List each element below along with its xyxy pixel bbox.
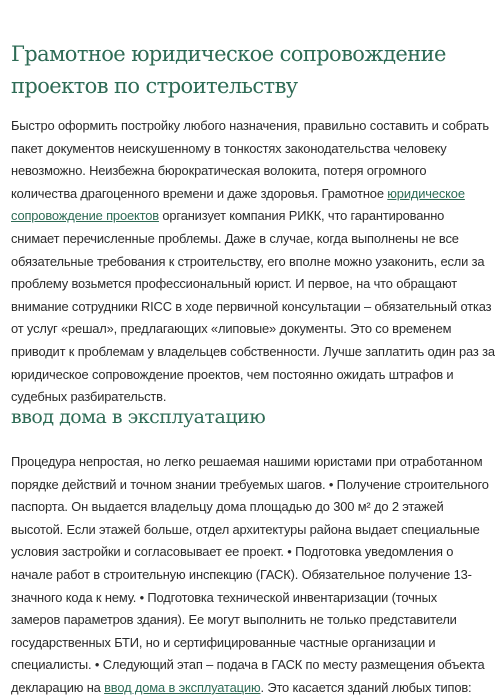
article-title-line-1: Грамотное юридическое сопровождение bbox=[11, 42, 446, 66]
article-title bbox=[11, 38, 481, 102]
intro-line-2: пакет документов неискушенному в тонкостях законодательства человеку bbox=[11, 140, 447, 156]
intro-line-12: юридическое сопровождение проектов, чем постоянно ожидать штрафов и bbox=[11, 366, 454, 382]
section-line-5: условия застройки и согласовывает ее проект. • Подготовка уведомления о bbox=[11, 544, 454, 560]
section-line-9: государственных БТИ, но и сертифицированные частные организации и bbox=[11, 634, 436, 650]
intro-paragraph bbox=[11, 115, 495, 409]
intro-line-1: Быстро оформить постройку любого назначения, правильно составить и собрать bbox=[11, 118, 489, 133]
section-line-6: начале работ в строительную инспекцию (ГАСК). Обязательное получение 13- bbox=[11, 566, 472, 582]
section-line-10: специалисты. • Следующий этап – подача в ГАСК по месту размещения объекта bbox=[11, 657, 485, 673]
legal-support-link-part-2[interactable]: сопровождение проектов bbox=[11, 208, 159, 224]
section-line-11-text: декларацию на bbox=[11, 679, 105, 695]
section-line-7: значного кода к нему. • Подготовка технической инвентаризации (точных bbox=[11, 589, 438, 605]
section-line-11 bbox=[11, 677, 489, 700]
intro-line-10: от услуг «решал», предлагающих «липовые» документы. Это со временем bbox=[11, 321, 452, 337]
section-line-1: Процедура непростая, но легко решаемая нашими юристами при отработанном bbox=[11, 454, 483, 469]
intro-line-4-text: количества драгоценного времени и даже здоровья. Грамотное bbox=[11, 185, 388, 201]
article-title-line-2: проектов по строительству bbox=[11, 74, 298, 98]
commissioning-link[interactable]: ввод дома в эксплуатацию bbox=[104, 679, 261, 695]
intro-line-5 bbox=[11, 205, 495, 228]
intro-line-8: проблему возьмется профессиональный юрист. И первое, на что обращают bbox=[11, 276, 457, 292]
section-line-2: порядке действий и точном знании требуемых шагов. • Получение строительного bbox=[11, 476, 489, 492]
intro-line-3: невозможно. Неизбежна бюрократическая волокита, потеря огромного bbox=[11, 163, 427, 179]
section-line-4: высотой. Если этажей больше, отдел архитектуры района выдает специальные bbox=[11, 521, 480, 537]
intro-line-4 bbox=[11, 183, 495, 206]
intro-line-6: снимает перечисленные проблемы. Даже в случае, когда выполнены не все bbox=[11, 230, 459, 246]
intro-line-7: обязательные требования к строительству, его вполне можно узаконить, если за bbox=[11, 253, 485, 269]
section-title: ввод дома в эксплуатацию bbox=[11, 406, 266, 428]
intro-line-5-text: организует компания РИКК, что гарантированно bbox=[158, 208, 445, 224]
section-line-3: паспорта. Он выдается владельцу дома площадью до 300 м² до 2 этажей bbox=[11, 499, 444, 515]
intro-line-13: судебных разбирательств. bbox=[11, 389, 167, 405]
intro-line-11: приводит к проблемам у владельцев собственности. Лучше заплатить один раз за bbox=[11, 343, 495, 359]
section-line-8: замеров параметров здания). Ее могут выполнить не только представители bbox=[11, 612, 457, 628]
section-line-11-tail: . Это касается зданий любых типов: bbox=[260, 679, 472, 695]
legal-support-link-part-1[interactable]: юридическое bbox=[387, 185, 465, 201]
section-paragraph bbox=[11, 451, 489, 700]
intro-line-9: внимание сотрудники RICC в ходе первичной консультации – обязательный отказ bbox=[11, 298, 492, 314]
